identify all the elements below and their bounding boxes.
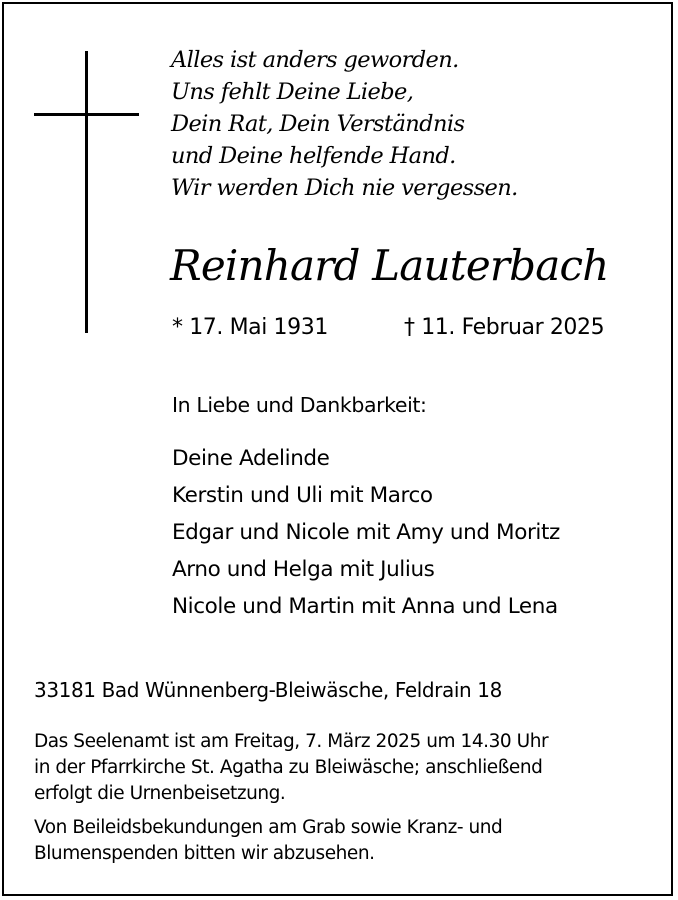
family-address: 33181 Bad Wünnenberg-Bleiwäsche, Feldrain 18 [34,678,502,702]
mourner-entry: Kerstin und Uli mit Marco [172,483,433,508]
death-date: † 11. Februar 2025 [404,315,605,340]
mourner-entry: Edgar und Nicole mit Amy und Moritz [172,520,560,545]
poem-line: Dein Rat, Dein Verständnis [171,111,465,137]
poem-line: Wir werden Dich nie vergessen. [171,175,518,201]
service-notice [34,729,548,807]
poem-line: Alles ist anders geworden. [171,47,459,73]
mourner-entry: Deine Adelinde [172,446,330,471]
condolence-request [34,815,502,867]
service-line: in der Pfarrkirche St. Agatha zu Bleiwäsche; anschließend [34,757,543,778]
service-line: Das Seelenamt ist am Freitag, 7. März 2025 um 14.30 Uhr [34,731,549,752]
request-line: Von Beileidsbekundungen am Grab sowie Kranz- und [34,817,503,838]
poem-line: Uns fehlt Deine Liebe, [171,79,414,105]
mourner-entry: Arno und Helga mit Julius [172,557,435,582]
poem [171,44,518,204]
request-line: Blumenspenden bitten wir abzusehen. [34,843,375,864]
mourners-list [172,440,560,625]
deceased-name: Reinhard Lauterbach [170,241,609,290]
mourner-entry: Nicole und Martin mit Anna und Lena [172,594,558,619]
birth-date: * 17. Mai 1931 [172,315,328,340]
cross-vertical-bar [85,51,88,333]
poem-line: und Deine helfende Hand. [171,143,456,169]
service-line: erfolgt die Urnenbeisetzung. [34,783,286,804]
cross-horizontal-bar [34,113,139,116]
mourners-intro: In Liebe und Dankbarkeit: [172,393,427,417]
